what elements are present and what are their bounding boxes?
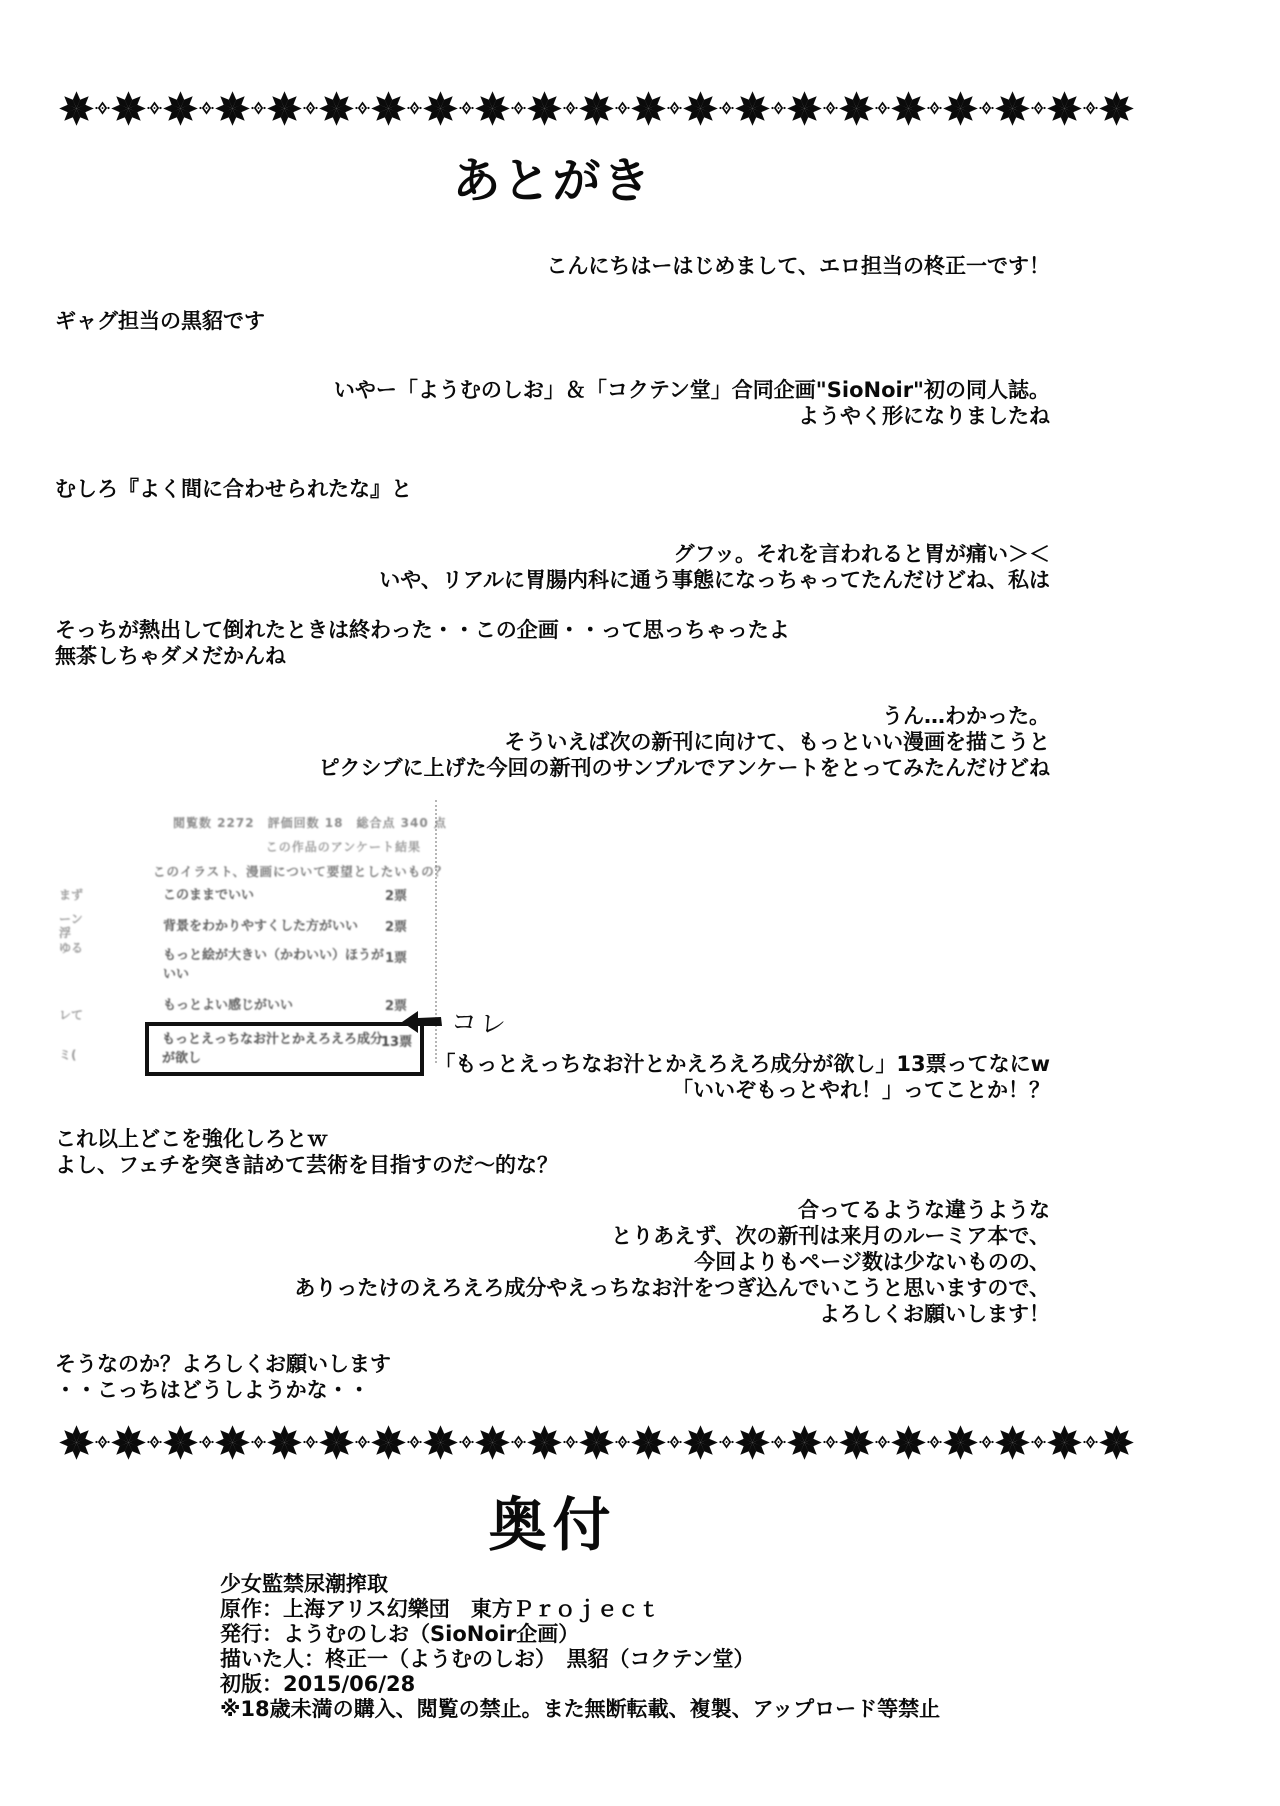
diamond-separator-icon xyxy=(927,1425,942,1459)
star-icon xyxy=(682,1424,719,1461)
diamond-separator-icon xyxy=(95,91,110,125)
poll-screenshot xyxy=(55,800,449,1066)
star-icon xyxy=(318,1424,355,1461)
poll-results-link: この作品のアンケート結果 xyxy=(265,840,421,854)
text-line: こんにちはーはじめまして、エロ担当の柊正一です！ xyxy=(546,254,1050,278)
diamond-separator-icon xyxy=(511,1425,526,1459)
text-line: よろしくお願いします！ xyxy=(819,1302,1050,1326)
diamond-separator-icon xyxy=(355,1425,370,1459)
star-icon xyxy=(838,90,875,127)
star-icon xyxy=(58,1424,95,1461)
diamond-separator-icon xyxy=(875,1425,890,1459)
diamond-separator-icon xyxy=(459,91,474,125)
diamond-separator-icon xyxy=(615,91,630,125)
poll-option-label: もっと絵が大きい（かわいい）ほうがいい xyxy=(163,948,385,982)
star-icon xyxy=(370,90,407,127)
dialogue-block xyxy=(55,1051,1050,1103)
poll-option-row xyxy=(163,946,431,984)
diamond-separator-icon xyxy=(303,91,318,125)
star-icon xyxy=(942,90,979,127)
text-line: 今回よりもページ数は少ないものの、 xyxy=(694,1250,1050,1274)
poll-option-label: もっとえっちなお汁とかえろえろ成分が欲し xyxy=(162,1032,384,1066)
poll-option-label: もっとよい感じがいい xyxy=(163,998,294,1013)
poll-option-row xyxy=(163,884,431,905)
text-line: そうなのか？よろしくお願いします xyxy=(55,1352,391,1376)
diamond-separator-icon xyxy=(563,91,578,125)
diamond-separator-icon xyxy=(719,1425,734,1459)
star-icon xyxy=(1046,90,1083,127)
star-icon xyxy=(214,90,251,127)
dialogue-block xyxy=(55,617,1050,669)
poll-stats: 閲覧数 2272 評価回数 18 総合点 340 点 xyxy=(173,816,447,830)
decorative-border-top xyxy=(58,84,1048,132)
text-line: ギャグ担当の黒貂です xyxy=(55,309,265,333)
star-icon xyxy=(162,1424,199,1461)
text-line: いや、リアルに胃腸内科に通う事態になっちゃってたんだけどね、私は xyxy=(379,568,1050,592)
text-line: 原作：上海アリス幻樂団 東方Ｐｒｏｊｅｃｔ xyxy=(220,1597,660,1621)
diamond-separator-icon xyxy=(1031,91,1046,125)
star-icon xyxy=(786,90,823,127)
diamond-separator-icon xyxy=(979,91,994,125)
cropped-text-fragment: ゆる xyxy=(59,941,84,955)
star-icon xyxy=(786,1424,823,1461)
diamond-separator-icon xyxy=(823,91,838,125)
star-icon xyxy=(734,1424,771,1461)
text-line: ありったけのえろえろ成分やえっちなお汁をつぎ込んでいこうと思いますので、 xyxy=(294,1276,1050,1300)
diamond-separator-icon xyxy=(407,91,422,125)
dialogue-block xyxy=(55,541,1050,593)
colophon-block xyxy=(220,1572,1120,1722)
star-icon xyxy=(734,90,771,127)
diamond-separator-icon xyxy=(511,91,526,125)
cropped-text-fragment: 浮 xyxy=(59,926,72,940)
star-icon xyxy=(422,90,459,127)
text-line: ※18歳未満の購入、閲覧の禁止。また無断転載、複製、アップロード等禁止 xyxy=(220,1697,941,1721)
arrow-annotation xyxy=(401,1003,509,1040)
text-line: これ以上どこを強化しろとｗ xyxy=(55,1127,328,1151)
star-icon xyxy=(890,90,927,127)
text-line: 少女監禁尿潮搾取 xyxy=(220,1572,388,1596)
text-line: 「いいぞもっとやれ！」ってことか！？ xyxy=(672,1078,1050,1102)
poll-option-label: このままでいい xyxy=(163,888,255,903)
diamond-separator-icon xyxy=(1031,1425,1046,1459)
star-icon xyxy=(838,1424,875,1461)
diamond-separator-icon xyxy=(1083,1425,1098,1459)
text-line: そういえば次の新刊に向けて、もっといい漫画を描こうと xyxy=(504,730,1050,754)
text-line: そっちが熱出して倒れたときは終わった・・この企画・・って思っちゃったよ xyxy=(55,618,790,642)
star-icon xyxy=(1098,90,1135,127)
dialogue-block xyxy=(55,703,1050,781)
text-line: 描いた人：柊正一（ようむのしお） 黒貂（コクテン堂） xyxy=(220,1647,755,1671)
text-line: 発行：ようむのしお（SioNoir企画） xyxy=(220,1622,580,1646)
star-icon xyxy=(266,1424,303,1461)
dialogue-block xyxy=(55,1126,1050,1178)
star-icon xyxy=(578,90,615,127)
dialogue-block xyxy=(55,476,1050,502)
poll-option-votes: 1票 xyxy=(385,951,408,966)
star-icon xyxy=(630,90,667,127)
diamond-separator-icon xyxy=(251,1425,266,1459)
text-line: 無茶しちゃダメだかんね xyxy=(55,644,286,668)
diamond-separator-icon xyxy=(407,1425,422,1459)
dialogue-block xyxy=(55,1351,1050,1403)
diamond-separator-icon xyxy=(979,1425,994,1459)
poll-option-row xyxy=(163,994,431,1015)
star-icon xyxy=(318,90,355,127)
poll-option-votes: 2票 xyxy=(385,920,408,935)
star-icon xyxy=(474,1424,511,1461)
diamond-separator-icon xyxy=(823,1425,838,1459)
diamond-separator-icon xyxy=(1083,91,1098,125)
cropped-text-fragment: ーン xyxy=(59,912,83,926)
star-icon xyxy=(526,90,563,127)
text-line: グフッ。それを言われると胃が痛い＞＜ xyxy=(673,542,1050,566)
star-icon xyxy=(110,90,147,127)
colophon-title: 奥付 xyxy=(488,1491,617,1559)
text-line: とりあえず、次の新刊は来月のルーミア本で、 xyxy=(611,1224,1050,1248)
diamond-separator-icon xyxy=(199,1425,214,1459)
diamond-separator-icon xyxy=(459,1425,474,1459)
diamond-separator-icon xyxy=(771,1425,786,1459)
text-line: むしろ『よく間に合わせられたな』と xyxy=(55,477,412,501)
star-icon xyxy=(266,90,303,127)
star-icon xyxy=(630,1424,667,1461)
page-title: あとがき xyxy=(452,153,653,209)
diamond-separator-icon xyxy=(199,91,214,125)
text-line: いやー「ようむのしお」＆「コクテン堂」合同企画"SioNoir"初の同人誌。 xyxy=(333,378,1050,402)
star-icon xyxy=(942,1424,979,1461)
poll-question: このイラスト、漫画について要望としたいもの？ xyxy=(153,864,449,879)
cropped-text-fragment: ミ( xyxy=(59,1048,77,1062)
star-icon xyxy=(1046,1424,1083,1461)
arrow-label: コレ xyxy=(449,1007,510,1041)
text-line: ・・こっちはどうしようかな・・ xyxy=(55,1378,370,1402)
diamond-separator-icon xyxy=(615,1425,630,1459)
star-icon xyxy=(422,1424,459,1461)
diamond-separator-icon xyxy=(667,1425,682,1459)
diamond-separator-icon xyxy=(927,91,942,125)
star-icon xyxy=(578,1424,615,1461)
poll-option-votes: 2票 xyxy=(385,999,408,1014)
text-line: 「もっとえっちなお汁とかえろえろ成分が欲し」13票ってなにw xyxy=(434,1052,1050,1076)
dialogue-block xyxy=(55,377,1050,429)
cropped-text-fragment: レて xyxy=(59,1008,84,1022)
poll-option-votes: 2票 xyxy=(385,889,408,904)
star-icon xyxy=(58,90,95,127)
star-icon xyxy=(110,1424,147,1461)
star-icon xyxy=(526,1424,563,1461)
dialogue-block xyxy=(55,308,1050,334)
star-icon xyxy=(682,90,719,127)
diamond-separator-icon xyxy=(147,1425,162,1459)
diamond-separator-icon xyxy=(147,91,162,125)
star-icon xyxy=(994,1424,1031,1461)
diamond-separator-icon xyxy=(719,91,734,125)
text-line: ピクシブに上げた今回の新刊のサンプルでアンケートをとってみたんだけどね xyxy=(318,756,1050,780)
diamond-separator-icon xyxy=(667,91,682,125)
dialogue-block xyxy=(55,253,1050,279)
star-icon xyxy=(370,1424,407,1461)
star-icon xyxy=(214,1424,251,1461)
diamond-separator-icon xyxy=(95,1425,110,1459)
star-icon xyxy=(994,90,1031,127)
text-line: 合ってるような違うような xyxy=(798,1198,1050,1222)
diamond-separator-icon xyxy=(251,91,266,125)
text-line: よし、フェチを突き詰めて芸術を目指すのだ～的な？ xyxy=(55,1153,558,1177)
text-line: ようやく形になりましたね xyxy=(798,404,1050,428)
decorative-border-bottom xyxy=(58,1418,1048,1466)
poll-option-row xyxy=(163,915,431,936)
diamond-separator-icon xyxy=(303,1425,318,1459)
star-icon xyxy=(1098,1424,1135,1461)
left-arrow-icon xyxy=(401,1008,443,1036)
text-line: うん…わかった。 xyxy=(882,704,1050,728)
star-icon xyxy=(890,1424,927,1461)
text-line: 初版：2015/06/28 xyxy=(220,1672,416,1696)
star-icon xyxy=(162,90,199,127)
diamond-separator-icon xyxy=(563,1425,578,1459)
diamond-separator-icon xyxy=(875,91,890,125)
diamond-separator-icon xyxy=(355,91,370,125)
poll-option-label: 背景をわかりやすくした方がいい xyxy=(163,919,359,934)
poll-option-votes: 13票 xyxy=(381,1035,413,1050)
star-icon xyxy=(474,90,511,127)
dialogue-block xyxy=(55,1197,1050,1327)
cropped-text-fragment: まず xyxy=(59,888,84,902)
diamond-separator-icon xyxy=(771,91,786,125)
